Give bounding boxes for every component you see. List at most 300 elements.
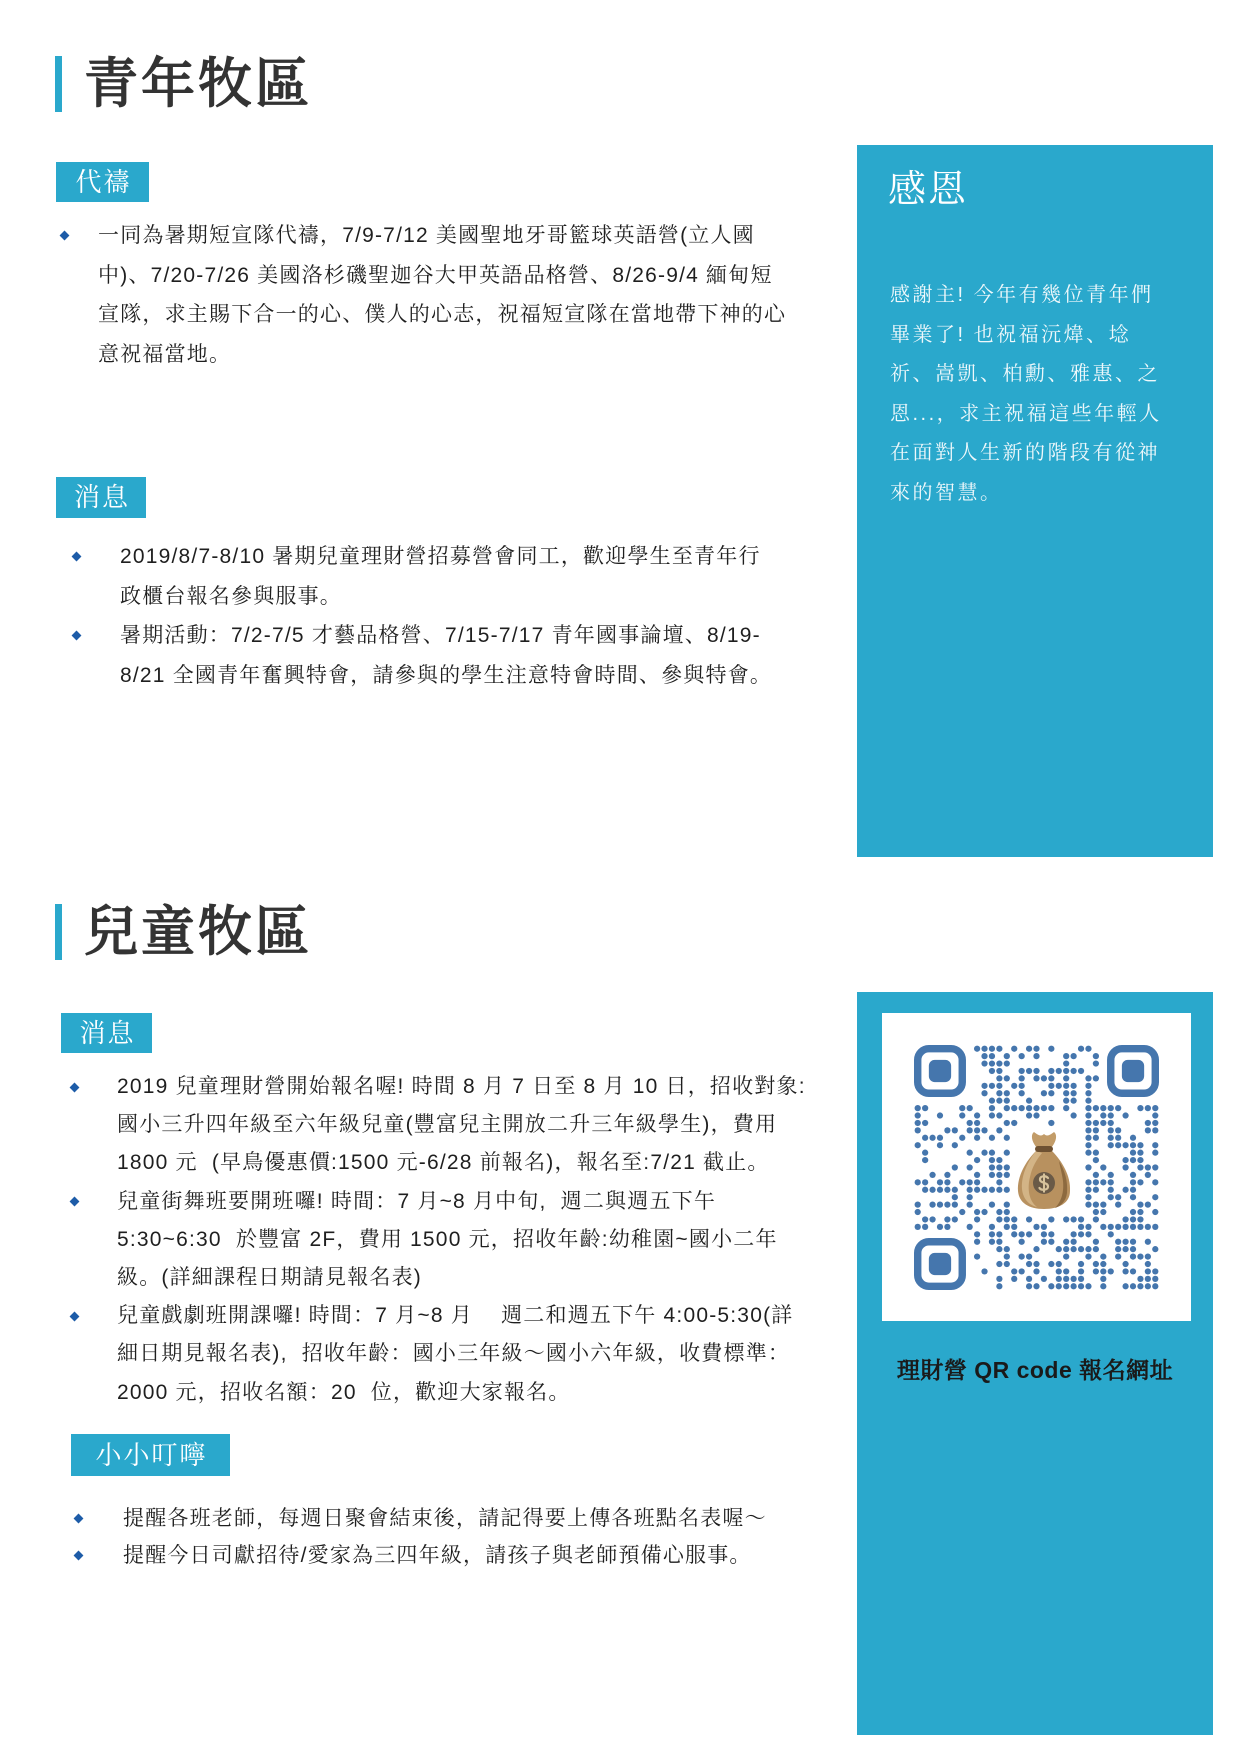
qr-module [967,1224,973,1230]
qr-module [1026,1253,1032,1259]
qr-module [1071,1239,1077,1245]
qr-module [1033,1261,1039,1267]
qr-module [1130,1209,1136,1215]
qr-module [1063,1060,1069,1066]
qr-module [952,1187,958,1193]
qr-module [952,1216,958,1222]
qr-module [1041,1090,1047,1096]
qr-module [1004,1098,1010,1104]
qr-module [996,1179,1002,1185]
qr-module [1122,1157,1128,1163]
qr-module [937,1224,943,1230]
qr-module [944,1202,950,1208]
diamond-bullet-icon [71,631,81,641]
qr-module [1004,1172,1010,1178]
qr-module [944,1187,950,1193]
qr-module [1152,1246,1158,1252]
qr-finder-inner [929,1253,951,1275]
qr-module [1085,1120,1091,1126]
qr-module [1078,1231,1084,1237]
qr-module [1004,1105,1010,1111]
qr-module [1063,1090,1069,1096]
diamond-bullet-icon [71,552,81,562]
gratitude-panel [857,145,1213,857]
qr-module [1041,1224,1047,1230]
section-heading-youth [55,56,475,112]
qr-module [1033,1224,1039,1230]
qr-module [1085,1179,1091,1185]
qr-code-image[interactable] [914,1045,1159,1290]
qr-module [967,1120,973,1126]
qr-module [989,1187,995,1193]
qr-module [1152,1112,1158,1118]
qr-module [989,1157,995,1163]
qr-module [1063,1053,1069,1059]
qr-module [1137,1276,1143,1282]
qr-module [915,1224,921,1230]
qr-module [974,1239,980,1245]
qr-module [1033,1075,1039,1081]
qr-module [996,1172,1002,1178]
qr-module [1115,1246,1121,1252]
qr-module [1004,1164,1010,1170]
qr-module [1115,1202,1121,1208]
list-item-line: 兒童街舞班要開班囉! 時間：7 月~8 月中旬, 週二與週五下午 [117,1189,717,1213]
qr-module [1108,1224,1114,1230]
qr-module [1145,1164,1151,1170]
qr-module [1026,1098,1032,1104]
gratitude-line: 來的智慧。 [890,481,1003,504]
qr-module [989,1239,995,1245]
qr-module [1078,1276,1084,1282]
qr-module [1033,1112,1039,1118]
qr-module [952,1142,958,1148]
qr-module [922,1135,928,1141]
qr-module [937,1142,943,1148]
qr-module [1115,1224,1121,1230]
qr-module [1085,1253,1091,1259]
qr-module [959,1105,965,1111]
qr-module [922,1216,928,1222]
qr-module [1011,1268,1017,1274]
qr-module [1093,1179,1099,1185]
qr-module [1085,1150,1091,1156]
qr-module [1152,1164,1158,1170]
diamond-bullet-icon [69,1197,79,1207]
qr-module [1019,1053,1025,1059]
gratitude-line: 在面對人生新的階段有從神 [890,442,1160,465]
qr-module [989,1150,995,1156]
qr-module [1115,1105,1121,1111]
qr-module [1115,1142,1121,1148]
qr-module [1078,1246,1084,1252]
qr-module [1085,1098,1091,1104]
money-bag-tie [1035,1146,1053,1152]
qr-module [1048,1090,1054,1096]
qr-module [944,1216,950,1222]
qr-module [1085,1112,1091,1118]
qr-module [1004,1075,1010,1081]
qr-module [1004,1120,1010,1126]
list-item-line: 2019/8/7-8/10 暑期兒童理財營招募營會同工，歡迎學生至青年行 [120,545,761,568]
qr-module [989,1068,995,1074]
qr-module [1137,1164,1143,1170]
qr-module [1048,1120,1054,1126]
qr-module [1085,1187,1091,1193]
qr-module [937,1112,943,1118]
qr-module [1085,1283,1091,1289]
qr-module [974,1112,980,1118]
qr-module [1130,1135,1136,1141]
qr-module [1033,1105,1039,1111]
qr-module [1011,1276,1017,1282]
qr-module [981,1060,987,1066]
qr-module [974,1135,980,1141]
qr-module [1130,1283,1136,1289]
qr-module [967,1187,973,1193]
qr-module [981,1187,987,1193]
qr-module [974,1179,980,1185]
qr-module [1063,1216,1069,1222]
qr-module [1152,1194,1158,1200]
qr-module [1093,1202,1099,1208]
qr-module [981,1053,987,1059]
qr-module [996,1083,1002,1089]
qr-module [1093,1135,1099,1141]
qr-module [981,1083,987,1089]
qr-module [1019,1083,1025,1089]
qr-module [1122,1261,1128,1267]
qr-module [996,1075,1002,1081]
tag-prayer: 代禱 [56,162,149,202]
qr-module [1063,1075,1069,1081]
qr-module [1063,1068,1069,1074]
qr-module [1078,1068,1084,1074]
qr-module [1033,1246,1039,1252]
qr-module [959,1209,965,1215]
qr-module [1093,1216,1099,1222]
qr-module [1108,1231,1114,1237]
qr-module [915,1120,921,1126]
qr-module [981,1127,987,1133]
qr-module [1108,1179,1114,1185]
qr-module [1026,1216,1032,1222]
qr-module [1100,1253,1106,1259]
qr-module [996,1046,1002,1052]
qr-module [1041,1105,1047,1111]
qr-module [1071,1068,1077,1074]
qr-module [996,1261,1002,1267]
qr-module [1033,1268,1039,1274]
qr-module [1071,1083,1077,1089]
qr-module [967,1105,973,1111]
qr-module [996,1239,1002,1245]
qr-module [1026,1068,1032,1074]
qr-module [1004,1090,1010,1096]
qr-module [989,1202,995,1208]
qr-module [996,1276,1002,1282]
qr-module [1100,1224,1106,1230]
list-item-line: 暑期活動：7/2-7/5 才藝品格營、7/15-7/17 青年國事論壇、8/19- [120,624,761,648]
section-marker-bar [55,904,62,960]
qr-module [1026,1276,1032,1282]
qr-module [937,1202,943,1208]
list-item-line: 一同為暑期短宣隊代禱，7/9-7/12 美國聖地牙哥籃球英語營(立人國 [98,224,755,247]
qr-module [1085,1194,1091,1200]
qr-module [1137,1179,1143,1185]
qr-module [1004,1150,1010,1156]
qr-module [944,1172,950,1178]
children-news-list [56,1068,806,1412]
qr-module [1071,1283,1077,1289]
qr-module [1041,1075,1047,1081]
qr-module [1056,1276,1062,1282]
qr-module [1093,1239,1099,1245]
qr-module [974,1046,980,1052]
qr-module [996,1283,1002,1289]
qr-module [1108,1268,1114,1274]
qr-module [1063,1253,1069,1259]
qr-module [929,1187,935,1193]
qr-module [1130,1172,1136,1178]
qr-module [1085,1231,1091,1237]
qr-module [1019,1253,1025,1259]
qr-module [1048,1046,1054,1052]
qr-module [1019,1231,1025,1237]
qr-module [1004,1224,1010,1230]
qr-module [1004,1261,1010,1267]
qr-module [1130,1157,1136,1163]
qr-module [1093,1105,1099,1111]
diamond-bullet-icon [59,231,69,241]
qr-module [1093,1157,1099,1163]
qr-module [989,1098,995,1104]
qr-module [1033,1053,1039,1059]
qr-module [974,1172,980,1178]
list-item-line: 8/21 全國青年奮興特會，請參與的學生注意特會時間、參與特會。 [120,663,773,687]
qr-module [1026,1105,1032,1111]
qr-module [1033,1068,1039,1074]
qr-module [1085,1142,1091,1148]
qr-module [989,1135,995,1141]
list-item-line: 級。(詳細課程日期請見報名表) [117,1266,422,1290]
qr-module [1130,1150,1136,1156]
qr-module [1108,1112,1114,1118]
qr-module [1071,1276,1077,1282]
qr-module [1115,1135,1121,1141]
qr-module [944,1179,950,1185]
qr-module [1145,1268,1151,1274]
qr-module [1011,1224,1017,1230]
qr-module [1026,1046,1032,1052]
qr-module [1085,1075,1091,1081]
qr-module [1004,1253,1010,1259]
tag-reminders: 小小叮嚀 [71,1434,230,1476]
qr-module [937,1187,943,1193]
gratitude-body [890,276,1162,514]
qr-module [1085,1127,1091,1133]
qr-module [974,1157,980,1163]
qr-module [981,1090,987,1096]
qr-module [1122,1164,1128,1170]
qr-module [1152,1150,1158,1156]
qr-caption: 理財營 QR code 報名網址 [896,1357,1174,1383]
qr-module [974,1209,980,1215]
qr-module [974,1231,980,1237]
qr-module [996,1216,1002,1222]
qr-module [1137,1216,1143,1222]
qr-module [996,1187,1002,1193]
qr-module [1115,1194,1121,1200]
qr-module [1093,1261,1099,1267]
qr-module [1085,1135,1091,1141]
section-marker-bar [55,56,62,112]
qr-module [1048,1083,1054,1089]
qr-module [1115,1253,1121,1259]
qr-module [1145,1120,1151,1126]
qr-module [1048,1105,1054,1111]
qr-module [1093,1075,1099,1081]
qr-module [1033,1046,1039,1052]
qr-module [1078,1261,1084,1267]
qr-module [1019,1090,1025,1096]
list-item [56,537,772,616]
qr-module [922,1105,928,1111]
qr-module [1145,1105,1151,1111]
qr-module [952,1202,958,1208]
qr-module [989,1112,995,1118]
list-item [56,1297,806,1412]
qr-module [1093,1060,1099,1066]
qr-module [974,1216,980,1222]
qr-module [1115,1127,1121,1133]
qr-module [989,1105,995,1111]
qr-module [915,1105,921,1111]
qr-module [944,1224,950,1230]
qr-module [915,1127,921,1133]
qr-module [996,1127,1002,1133]
qr-module [981,1268,987,1274]
qr-module [1004,1187,1010,1193]
qr-module [1085,1105,1091,1111]
qr-module [996,1098,1002,1104]
qr-module [1019,1068,1025,1074]
qr-module [1100,1105,1106,1111]
qr-module [1130,1194,1136,1200]
qr-module [989,1083,995,1089]
qr-module [1019,1268,1025,1274]
qr-module [1122,1283,1128,1289]
qr-module [1122,1112,1128,1118]
qr-module [1145,1261,1151,1267]
list-item-line: 2019 兒童理財營開始報名喔! 時間 8 月 7 日至 8 月 10 日，招收對象: [117,1075,806,1098]
qr-module [929,1172,935,1178]
qr-module [1130,1216,1136,1222]
qr-module [1137,1142,1143,1148]
qr-module [1004,1135,1010,1141]
qr-module [1100,1261,1106,1267]
qr-module [1122,1187,1128,1193]
qr-module [989,1046,995,1052]
qr-module [922,1120,928,1126]
prayer-list [56,216,786,374]
qr-module [922,1224,928,1230]
qr-module [1071,1098,1077,1104]
qr-module [1078,1283,1084,1289]
qr-module [1093,1268,1099,1274]
gratitude-line: 祈、嵩凱、柏勳、雅惠、之 [890,363,1160,386]
qr-module [1100,1283,1106,1289]
qr-module [996,1246,1002,1252]
qr-module [922,1179,928,1185]
qr-module [1063,1239,1069,1245]
qr-module [1152,1224,1158,1230]
qr-module [937,1135,943,1141]
list-item-line: 2000 元，招收名額：20 位，歡迎大家報名。 [117,1380,571,1404]
qr-module [915,1179,921,1185]
qr-module [1011,1231,1017,1237]
list-item [56,1068,806,1183]
qr-module [974,1120,980,1126]
qr-module [1100,1202,1106,1208]
qr-module [967,1127,973,1133]
qr-module [1108,1142,1114,1148]
qr-module [981,1150,987,1156]
qr-module [996,1060,1002,1066]
qr-module [1093,1172,1099,1178]
qr-module [929,1202,935,1208]
qr-module [1071,1246,1077,1252]
qr-module [1145,1239,1151,1245]
qr-module [1100,1112,1106,1118]
qr-module [967,1194,973,1200]
qr-module [1100,1179,1106,1185]
qr-module [1130,1253,1136,1259]
list-item-line: 提醒各班老師，每週日聚會結束後，請記得要上傳各班點名表喔～ [123,1507,767,1530]
list-item-line: 兒童戲劇班開課囉! 時間：7 月~8 月 週二和週五下午 4:00-5:30(詳 [117,1304,794,1328]
qr-module [974,1253,980,1259]
list-item-line: 宣隊，求主賜下合一的心、僕人的心志，祝福短宣隊在當地帶下神的心 [98,303,787,326]
qr-module [922,1187,928,1193]
qr-module [1100,1120,1106,1126]
qr-module [1093,1187,1099,1193]
qr-module [1041,1276,1047,1282]
qr-module [1122,1224,1128,1230]
list-item [56,1537,767,1574]
qr-module [1093,1209,1099,1215]
qr-module [1011,1120,1017,1126]
qr-module [1063,1246,1069,1252]
qr-module [1085,1246,1091,1252]
qr-module [1122,1246,1128,1252]
qr-module [1071,1112,1077,1118]
qr-module [1145,1202,1151,1208]
qr-panel [857,992,1213,1735]
qr-module [996,1231,1002,1237]
qr-module [1130,1246,1136,1252]
qr-module [1071,1216,1077,1222]
qr-module [1063,1098,1069,1104]
qr-module [1100,1276,1106,1282]
qr-module [937,1179,943,1185]
qr-module [959,1179,965,1185]
qr-module [1078,1046,1084,1052]
qr-module [1004,1246,1010,1252]
qr-module [1004,1209,1010,1215]
qr-module [1108,1194,1114,1200]
qr-module [989,1172,995,1178]
section-title-text: 青年牧區 [84,54,312,114]
